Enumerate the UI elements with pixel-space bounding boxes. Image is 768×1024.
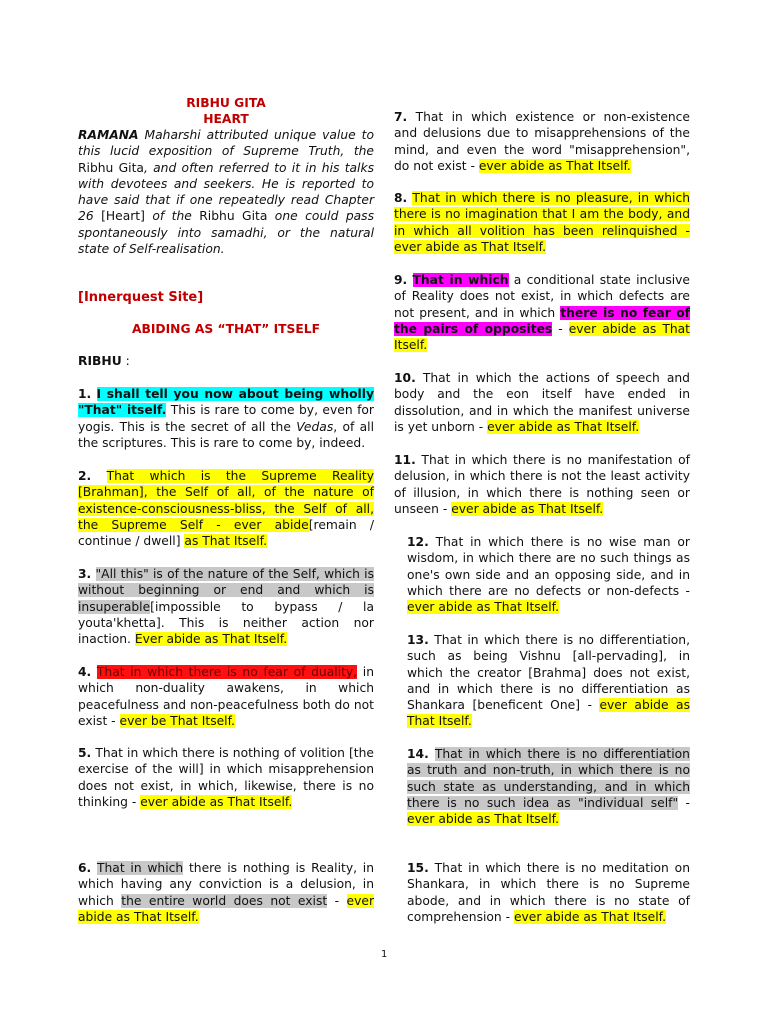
verse-6 (78, 860, 374, 925)
highlight-yellow: ever abide as That Itself. (140, 794, 293, 809)
speaker-label (78, 353, 374, 369)
intro-text: Maharshi attributed unique value to this lucid exposition of Supreme Truth, the (78, 128, 374, 159)
verse-text (407, 273, 412, 287)
verse-text: That in which existence or non-existence and delusions due to misapprehensions of the mind, and even the word "misapprehension", do not exist - (394, 110, 690, 173)
verse-14 (407, 746, 690, 827)
verse-text: in which non-duality awakens, in which peacefulness and non-peacefulness both do not exist - (78, 665, 374, 728)
verse-8 (394, 190, 690, 255)
verse-number: 12. (407, 535, 429, 549)
highlight-yellow: That which is the Supreme Reality [Brahman], the Self of all, of the nature of existence-consciousness-bliss, the Self of all, the Supreme Self - ever abide (78, 469, 374, 532)
verse-number: 4. (78, 665, 92, 679)
verse-number: 5. (78, 746, 92, 760)
highlight-magenta: That in which (412, 273, 509, 287)
highlight-magenta: there is no fear of the pairs of opposites (394, 305, 690, 336)
verse-10 (394, 370, 690, 435)
highlight-yellow: as That Itself. (184, 534, 268, 549)
title-line-2: HEART (203, 112, 249, 127)
intro-text: of the (144, 209, 200, 224)
verse-text: [remain / continue / dwell] (78, 517, 374, 549)
verse-number: 1. (78, 387, 92, 401)
highlight-cyan: I shall tell you now about being wholly "That" itself. (78, 387, 374, 418)
verse-text: - (552, 321, 569, 336)
verse-number: 13. (407, 633, 429, 647)
highlight-yellow: ever abide as That Itself. (478, 158, 631, 173)
highlight-yellow: ever abide as That Itself. (513, 909, 666, 924)
verse-2 (78, 468, 374, 549)
source-label: [Innerquest Site] (78, 290, 204, 305)
verse-text (91, 387, 96, 401)
verse-text (91, 567, 95, 581)
highlight-gray: That in which (97, 861, 184, 875)
verse-5 (78, 745, 374, 810)
intro-chapter: [Heart] (101, 209, 145, 224)
verse-number: 6. (78, 861, 92, 875)
verse-4 (78, 664, 374, 729)
highlight-yellow: ever be That Itself. (119, 713, 235, 728)
intro-paragraph (78, 127, 374, 257)
verse-text: That in which the actions of speech and body and the eon itself have ended in dissolution, and in which the manifest universe is yet unborn - (394, 371, 690, 434)
highlight-yellow: That in which there is no pleasure, in which there is no imagination that I am the body, and in which all volition has been relinquished - ever abide as That Itself. (394, 191, 690, 254)
verse-number: 3. (78, 567, 92, 581)
verse-text: That in which there is nothing of volition [the exercise of the will] in which misapprehension does not exist, in which, likewise, there is no thinking - (78, 746, 374, 809)
verse-15 (407, 860, 690, 925)
highlight-yellow: Ever abide as That Itself. (134, 632, 288, 647)
verse-text: That in which there is no manifestation of delusion, in which there is not the least activity of illusion, in which there is nothing seen or unseen - (394, 453, 690, 516)
title-line-1: RIBHU GITA (186, 96, 266, 110)
verse-number: 8. (394, 191, 408, 205)
speaker-colon: : (121, 354, 130, 368)
verse-emphasis: Vedas (296, 419, 334, 434)
highlight-yellow: ever abide as That Itself. (394, 321, 690, 353)
verse-number: 11. (394, 453, 416, 467)
section-title: ABIDING AS “THAT” ITSELF (131, 322, 321, 336)
verse-text: That in which there is no meditation on Shankara, in which there is no Supreme abode, and in which there is no state of comprehension - (407, 861, 690, 924)
highlight-yellow: ever abide as That Itself. (407, 600, 560, 615)
highlight-gray: "All this" is of the nature of the Self, which is without beginning or end and which is insuperable (78, 567, 374, 614)
verse-text: , of all the scriptures. This is rare to come by, indeed. (78, 419, 374, 450)
verse-text: [impossible to bypass / la youta'khetta]. This is neither action nor inaction. (78, 599, 374, 647)
verse-text: - (678, 795, 690, 810)
verse-text: That in which there is no differentiation, such as being Vishnu [all-pervading], in which the creator [Brahma] does not exist, and in which there is no differentiation as Shankara [beneficent One] - (407, 633, 690, 713)
highlight-yellow: ever abide as That Itself. (407, 698, 690, 729)
highlight-gray: the entire world does not exist (121, 893, 328, 908)
verse-text (429, 747, 435, 761)
intro-text: , and often referred to it in his talks with devotees and seekers. He is reported to have said that if one repeatedly read Chapter 26 (78, 160, 374, 224)
intro-book-name: Ribhu Gita (199, 209, 268, 224)
verse-text: a conditional state inclusive of Reality does not exist, in which defects are not present, and in which (394, 273, 690, 320)
verse-12 (407, 534, 690, 615)
verse-text: - (327, 893, 347, 908)
verse-number: 15. (407, 861, 429, 875)
verse-7 (394, 109, 690, 174)
verse-number: 10. (394, 371, 416, 385)
highlight-yellow: ever abide as That Itself. (487, 419, 640, 434)
highlight-gray: That in which there is no differentiation as truth and non-truth, in which there is no such state as understanding, and in which there is no such idea as "individual self" (407, 747, 690, 810)
highlight-yellow: ever abide as That Itself. (451, 501, 604, 516)
document-title (78, 95, 374, 128)
highlight-red: That in which there is no fear of duality, (96, 665, 358, 679)
page-number: 1 (381, 949, 388, 960)
verse-text (91, 469, 106, 483)
verse-1 (78, 386, 374, 451)
verse-11 (394, 452, 690, 517)
highlight-yellow: ever abide as That Itself. (78, 893, 374, 924)
highlight-yellow: ever abide as That Itself. (407, 812, 560, 827)
intro-text: one could pass spontaneously into samadhi, or the natural state of Self-realisation. (78, 209, 374, 257)
verse-9 (394, 272, 690, 353)
verse-number: 14. (407, 747, 429, 761)
verse-text: That in which there is no wise man or wisdom, in which there are no such things as one's own side and an opposing side, and in which there are no defects or non-defects - (407, 535, 690, 598)
verse-text: This is rare to come by, even for yogis. This is the secret of all the (78, 403, 374, 434)
speaker-name: RIBHU (78, 354, 122, 368)
intro-book-name: Ribhu Gita (78, 160, 144, 175)
verse-text: there is nothing is Reality, in which having any conviction is a delusion, in which (78, 861, 374, 908)
verse-13 (407, 632, 690, 730)
verse-3 (78, 566, 374, 647)
verse-number: 7. (394, 110, 408, 124)
intro-author: RAMANA (78, 128, 139, 142)
verse-number: 9. (394, 273, 408, 287)
verse-number: 2. (78, 469, 92, 483)
